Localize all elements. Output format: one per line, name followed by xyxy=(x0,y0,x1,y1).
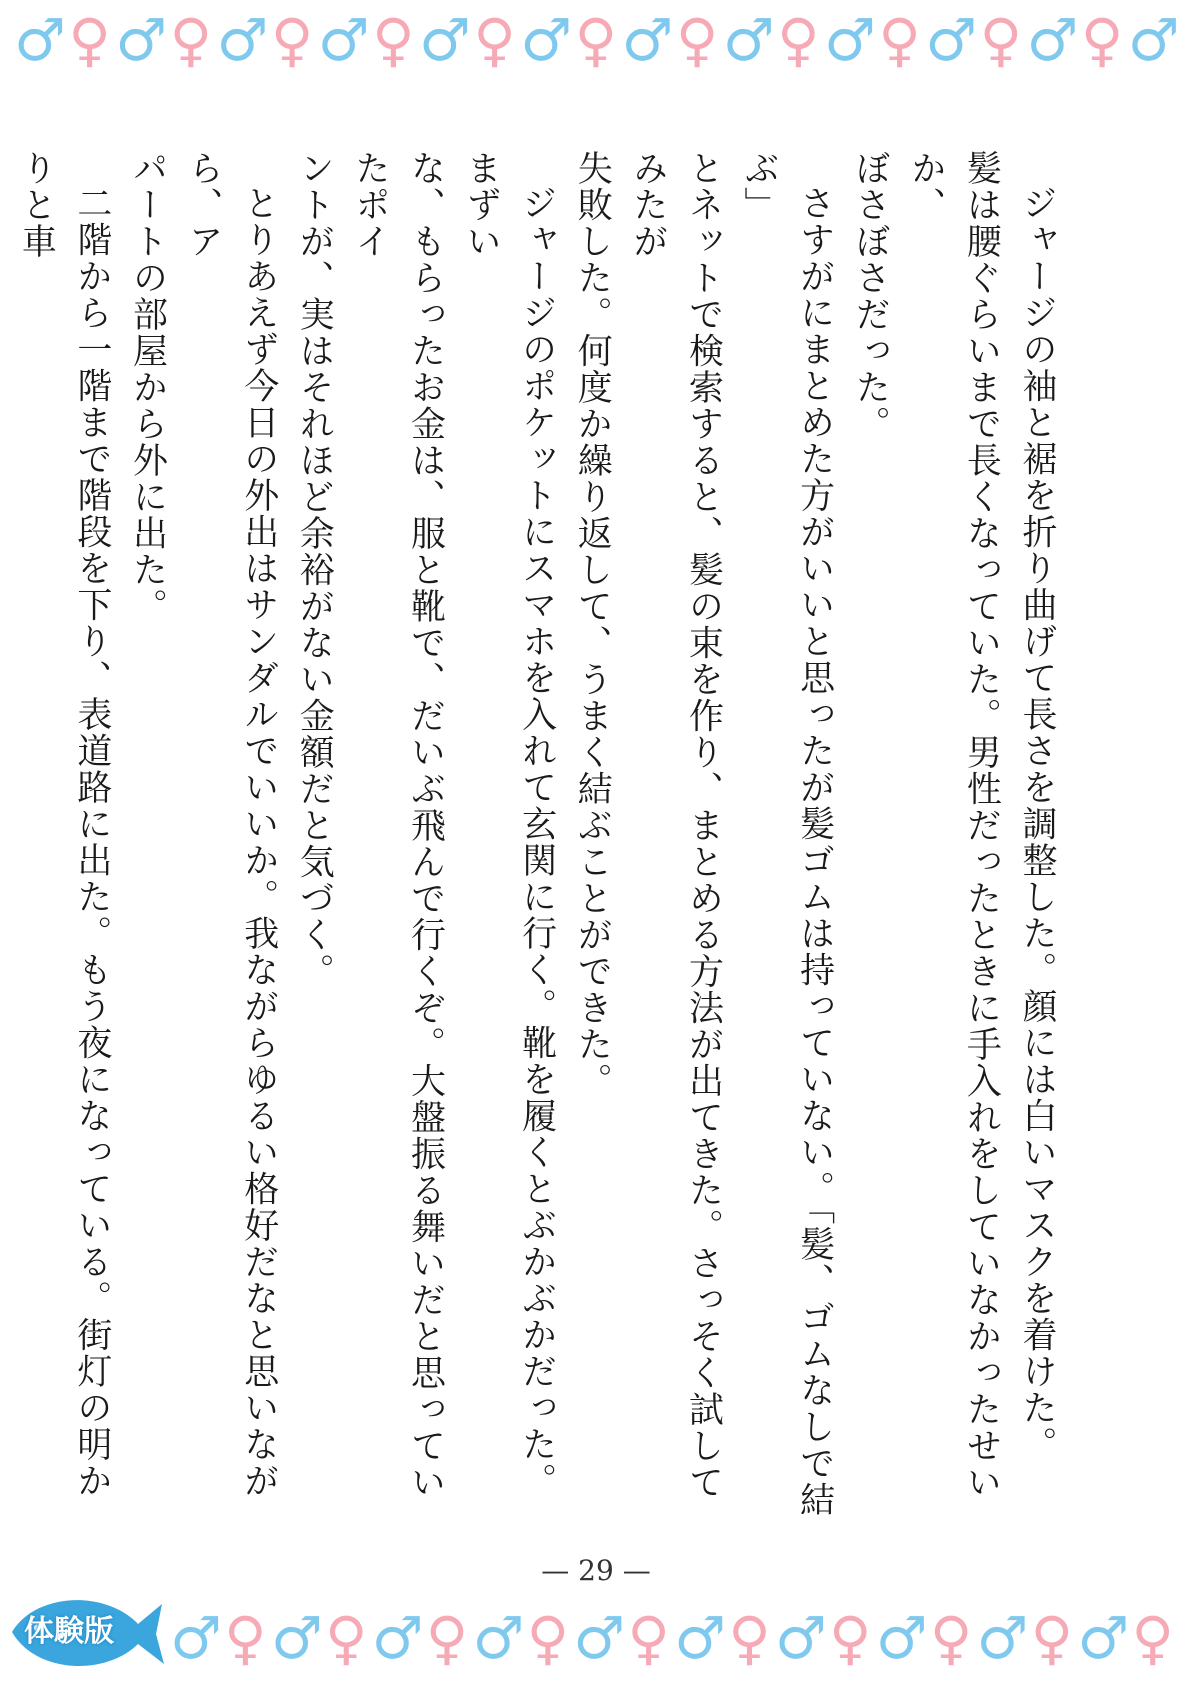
male-symbol-icon: ♂ xyxy=(216,6,269,74)
male-symbol-icon: ♂ xyxy=(472,1604,525,1672)
male-symbol-icon: ♂ xyxy=(875,1604,928,1672)
male-symbol-icon: ♂ xyxy=(674,1604,727,1672)
female-symbol-icon: ♀ xyxy=(1131,1604,1174,1672)
female-symbol-icon: ♀ xyxy=(1030,1604,1074,1672)
female-symbol-icon: ♀ xyxy=(473,6,516,74)
female-symbol-icon: ♀ xyxy=(324,1604,368,1672)
page-number: — 29 — xyxy=(541,1554,651,1587)
male-symbol-icon: ♂ xyxy=(722,6,775,74)
trial-badge-label: 体験版 xyxy=(24,1614,114,1649)
male-symbol-icon: ♂ xyxy=(1127,6,1180,74)
paragraph: ジャージの袖と裾を折り曲げて長さを調整した。顔には白いマスクを着けた。 髪は腰ぐらいまで長くなっていた。男性だったときに手入れをしていなかったせいか、 ぼさぼさだった。 xyxy=(850,150,1057,1501)
paragraph: 二階から一階まで階段を下り、表道路に出た。もう夜になっている。街灯の明かりと車 xyxy=(16,150,112,1499)
male-symbol-icon: ♂ xyxy=(824,6,876,74)
female-symbol-icon: ♀ xyxy=(68,6,111,74)
trial-version-badge xyxy=(6,1584,166,1680)
vertical-text-body xyxy=(16,150,1064,1530)
female-symbol-icon: ♀ xyxy=(169,6,213,74)
paragraph: ジャージのポケットにスマホを入れて玄関に行く。靴を履くとぶかぶかだった。まずい な、もらったお金は、服と靴で、だいぶ飛んで行くぞ。大盤振る舞いだと思っていたポイ ントが、実はそれほど余裕がない金額だと気づく。 xyxy=(294,150,557,1501)
female-symbol-icon: ♀ xyxy=(929,1604,973,1672)
male-symbol-icon: ♂ xyxy=(371,1604,424,1672)
female-symbol-icon: ♀ xyxy=(829,1604,872,1672)
male-symbol-icon: ♂ xyxy=(1026,6,1079,74)
male-symbol-icon: ♂ xyxy=(170,1604,222,1672)
female-symbol-icon: ♀ xyxy=(224,1604,267,1672)
female-symbol-icon: ♀ xyxy=(777,6,820,74)
bottom-gender-symbol-row xyxy=(170,1606,1178,1670)
female-symbol-icon: ♀ xyxy=(728,1604,771,1672)
female-symbol-icon: ♀ xyxy=(878,6,921,74)
male-symbol-icon: ♂ xyxy=(419,6,471,74)
female-symbol-icon: ♀ xyxy=(372,6,415,74)
male-symbol-icon: ♂ xyxy=(925,6,978,74)
male-symbol-icon: ♂ xyxy=(14,6,66,74)
male-symbol-icon: ♂ xyxy=(976,1604,1029,1672)
female-symbol-icon: ♀ xyxy=(425,1604,469,1672)
female-symbol-icon: ♀ xyxy=(627,1604,670,1672)
paragraph: とりあえず今日の外出はサンダルでいいか。我ながらゆるい格好だなと思いながら、ア パートの部屋から外に出た。 xyxy=(127,150,279,1499)
female-symbol-icon: ♀ xyxy=(675,6,719,74)
male-symbol-icon: ♂ xyxy=(520,6,573,74)
female-symbol-icon: ♀ xyxy=(574,6,618,74)
male-symbol-icon: ♂ xyxy=(115,6,168,74)
male-symbol-icon: ♂ xyxy=(621,6,674,74)
male-symbol-icon: ♂ xyxy=(317,6,370,74)
female-symbol-icon: ♀ xyxy=(270,6,314,74)
female-symbol-icon: ♀ xyxy=(979,6,1023,74)
top-gender-symbol-row xyxy=(14,8,1178,72)
male-symbol-icon: ♂ xyxy=(774,1604,827,1672)
female-symbol-icon: ♀ xyxy=(526,1604,570,1672)
paragraph: さすがにまとめた方がいいと思ったが髪ゴムは持っていない。「髪、ゴムなしで結ぶ」 とネットで検索すると、髪の束を作り、まとめる方法が出てきた。さっそく試してみたが 失敗した。何度か繰り返して、うまく結ぶことができた。 xyxy=(572,150,835,1518)
female-symbol-icon: ♀ xyxy=(1080,6,1124,74)
male-symbol-icon: ♂ xyxy=(573,1604,626,1672)
male-symbol-icon: ♂ xyxy=(1077,1604,1130,1672)
male-symbol-icon: ♂ xyxy=(270,1604,323,1672)
